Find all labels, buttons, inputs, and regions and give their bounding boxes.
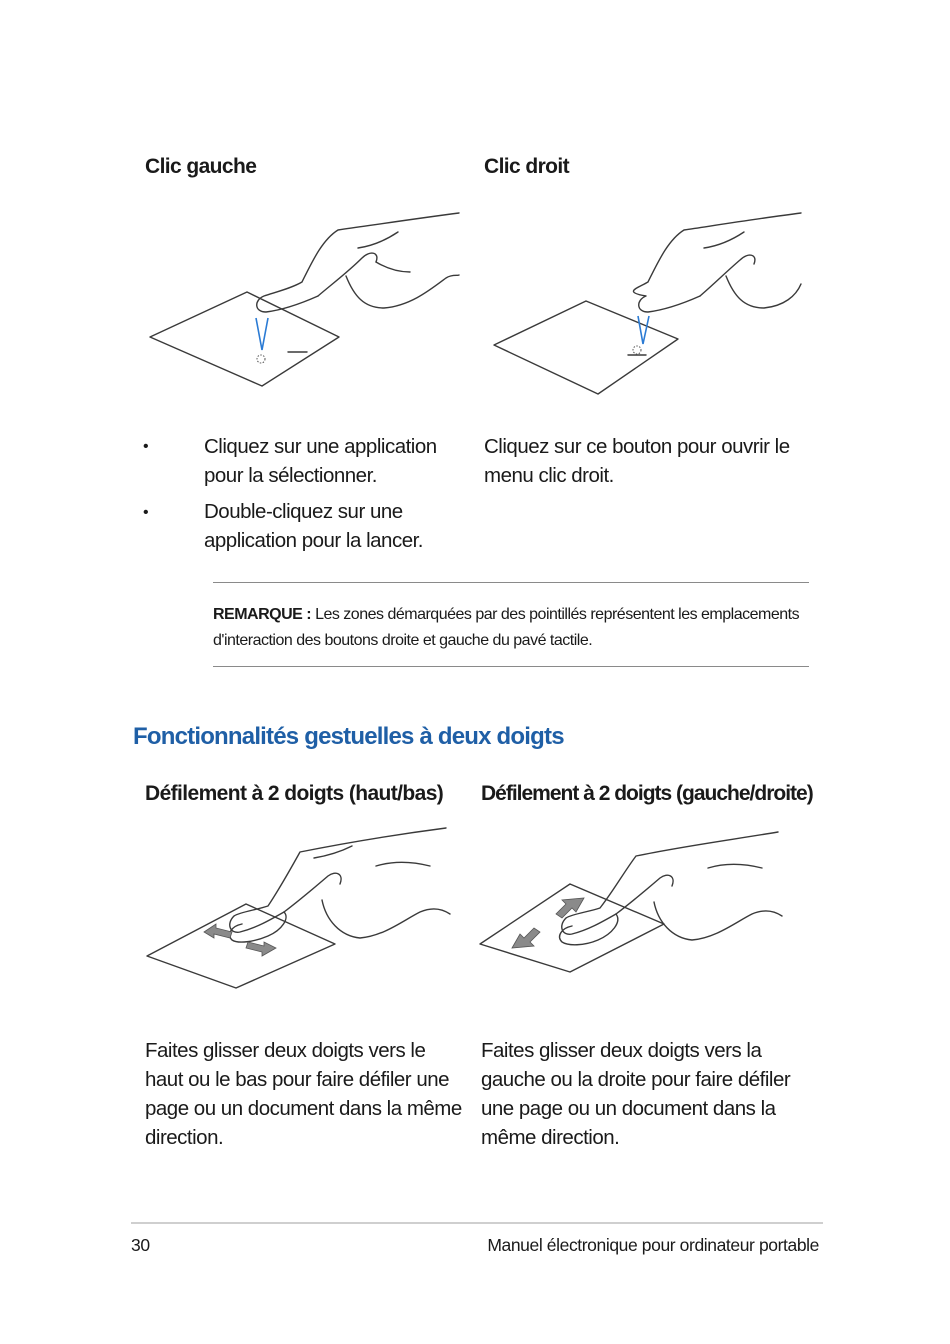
left-click-bullet-1: Cliquez sur une application pour la sélectionner. [204,435,437,487]
note-label: REMARQUE : [213,606,312,623]
page-number: 30 [131,1235,150,1255]
bullet-icon: • [143,504,149,521]
vertical-scroll-text: Faites glisser deux doigts vers le haut ou le bas pour faire défiler une page ou un document dans la même direction. [145,1039,462,1149]
note-text: Les zones démarquées par des pointillés représentent les emplacements d'interaction des boutons droite et gauche du pavé tactile. [213,606,800,649]
footer-rule [131,1222,823,1224]
right-click-text: Cliquez sur ce bouton pour ouvrir le menu clic droit. [484,435,790,487]
left-click-bullet-2: Double-cliquez sur une application pour la lancer. [204,500,423,552]
horizontal-scroll-title: Défilement à 2 doigts (gauche/droite) [481,782,813,805]
left-click-title: Clic gauche [145,155,257,178]
right-click-title: Clic droit [484,155,570,178]
manual-title: Manuel électronique pour ordinateur portable [487,1235,819,1255]
vertical-scroll-title: Défilement à 2 doigts (haut/bas) [145,782,444,805]
section-title: Fonctionnalités gestuelles à deux doigts [133,723,564,750]
horizontal-scroll-text: Faites glisser deux doigts vers la gauche ou la droite pour faire défiler une page ou un document dans la même direction. [481,1039,791,1149]
bullet-icon: • [143,438,149,455]
